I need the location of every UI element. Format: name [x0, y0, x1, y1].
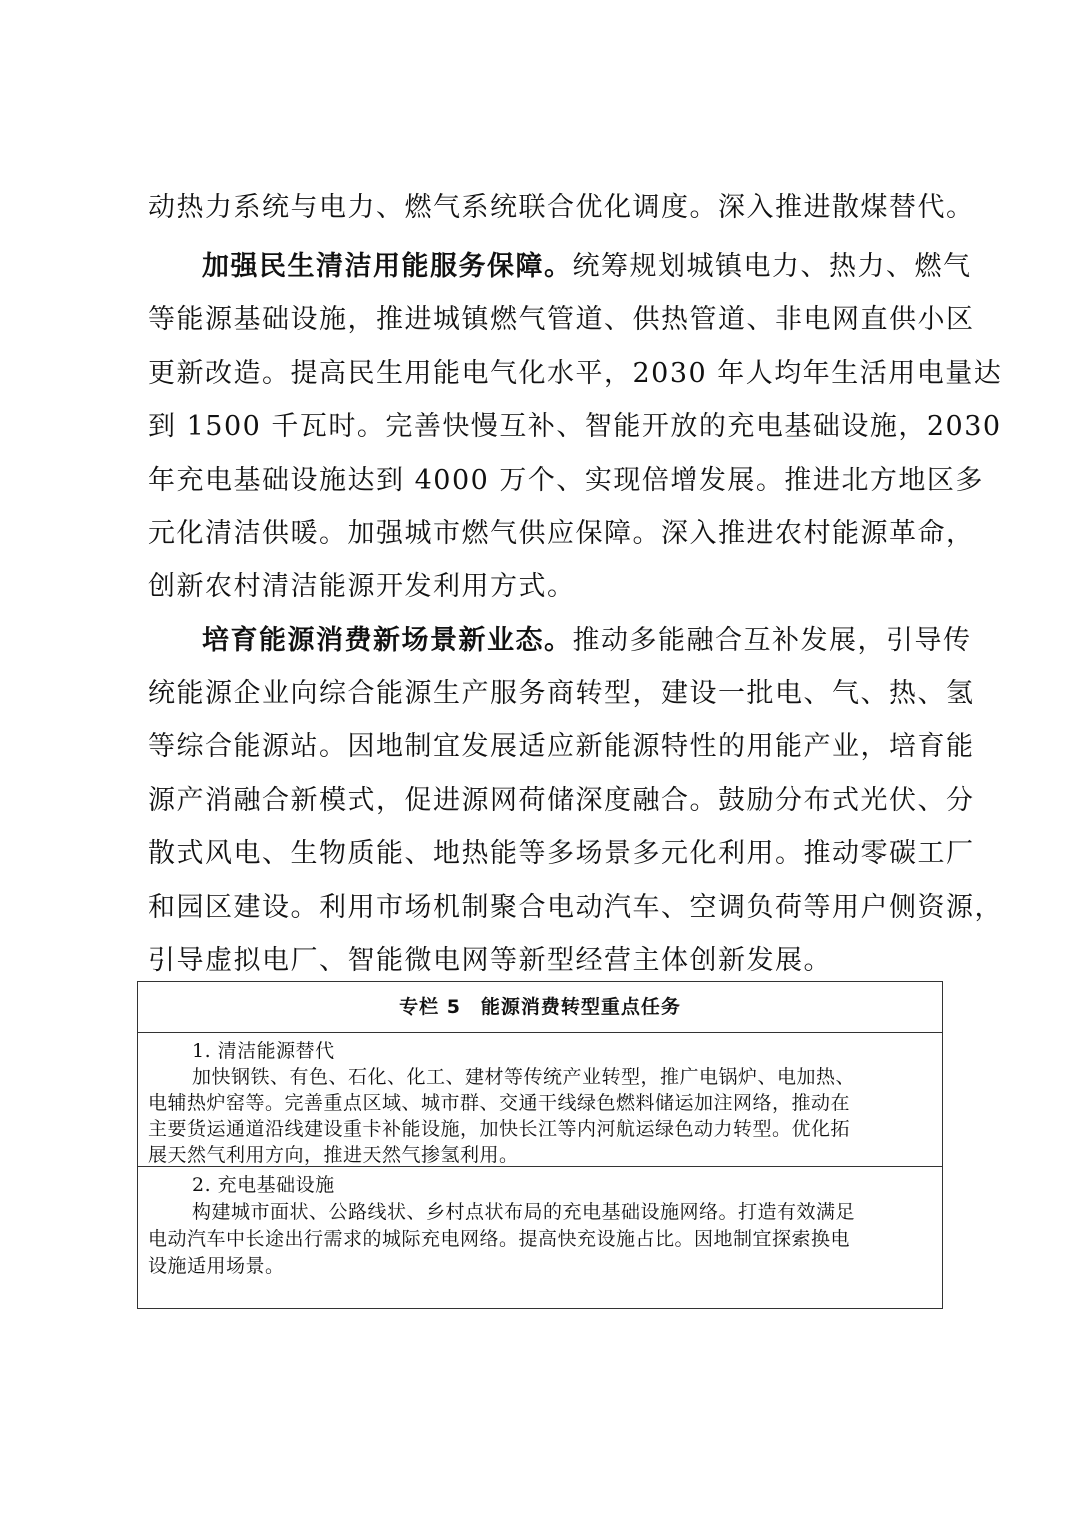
section-1-line-4: 展天然气利用方向，推进天然气掺氢利用。	[148, 1144, 519, 1166]
section-1-line-2: 电辅热炉窑等。完善重点区域、城市群、交通干线绿色燃料储运加注网络，推动在	[148, 1092, 851, 1114]
section-1-heading: 1. 清洁能源替代	[192, 1040, 335, 1062]
paragraph-2-line-7: 创新农村清洁能源开发利用方式。	[148, 571, 576, 602]
feature-box-title: 专栏 5 能源消费转型重点任务	[138, 982, 942, 1033]
paragraph-2-line-3: 更新改造。提高民生用能电气化水平，2030 年人均年生活用电量达	[148, 358, 1003, 389]
section-1-line-1: 加快钢铁、有色、石化、化工、建材等传统产业转型，推广电锅炉、电加热、	[192, 1066, 856, 1088]
paragraph-2-line-1-rest: 统筹规划城镇电力、热力、燃气	[572, 251, 972, 282]
paragraph-3-line-6: 和园区建设。利用市场机制聚合电动汽车、空调负荷等用户侧资源，	[148, 892, 1003, 923]
paragraph-2-lead: 加强民生清洁用能服务保障。	[202, 251, 573, 282]
paragraph-2-line-2: 等能源基础设施，推进城镇燃气管道、供热管道、非电网直供小区	[148, 304, 975, 335]
section-1-line-3: 主要货运通道沿线建设重卡补能设施，加快长江等内河航运绿色动力转型。优化拓	[148, 1118, 851, 1140]
paragraph-3-line-1-rest: 推动多能融合互补发展，引导传	[572, 625, 972, 656]
paragraph-3-line-3: 等综合能源站。因地制宜发展适应新能源特性的用能产业，培育能	[148, 731, 975, 762]
section-2-line-2: 电动汽车中长途出行需求的城际充电网络。提高快充设施占比。因地制宜探索换电	[148, 1228, 851, 1250]
paragraph-3-line-7: 引导虚拟电厂、智能微电网等新型经营主体创新发展。	[148, 945, 832, 976]
feature-box-section-2	[138, 1167, 942, 1308]
paragraph-2-line-4: 到 1500 千瓦时。完善快慢互补、智能开放的充电基础设施，2030	[148, 411, 1002, 442]
paragraph-1-line-1: 动热力系统与电力、燃气系统联合优化调度。深入推进散煤替代。	[148, 192, 975, 223]
section-2-line-1: 构建城市面状、公路线状、乡村点状布局的充电基础设施网络。打造有效满足	[192, 1201, 856, 1223]
paragraph-3-lead: 培育能源消费新场景新业态。	[202, 625, 573, 656]
paragraph-3-line-4: 源产消融合新模式，促进源网荷储深度融合。鼓励分布式光伏、分	[148, 785, 975, 816]
paragraph-2-line-6: 元化清洁供暖。加强城市燃气供应保障。深入推进农村能源革命，	[148, 518, 975, 549]
paragraph-2-line-5: 年充电基础设施达到 4000 万个、实现倍增发展。推进北方地区多	[148, 465, 984, 496]
feature-box-section-1	[138, 1033, 942, 1167]
section-2-line-3: 设施适用场景。	[148, 1255, 285, 1277]
paragraph-2-line-1	[202, 247, 972, 287]
paragraph-3-line-2: 统能源企业向综合能源生产服务商转型，建设一批电、气、热、氢	[148, 678, 975, 709]
section-2-heading: 2. 充电基础设施	[192, 1174, 335, 1196]
paragraph-3-line-1	[202, 621, 972, 661]
paragraph-3-line-5: 散式风电、生物质能、地热能等多场景多元化利用。推动零碳工厂	[148, 838, 975, 869]
feature-box	[137, 981, 943, 1309]
